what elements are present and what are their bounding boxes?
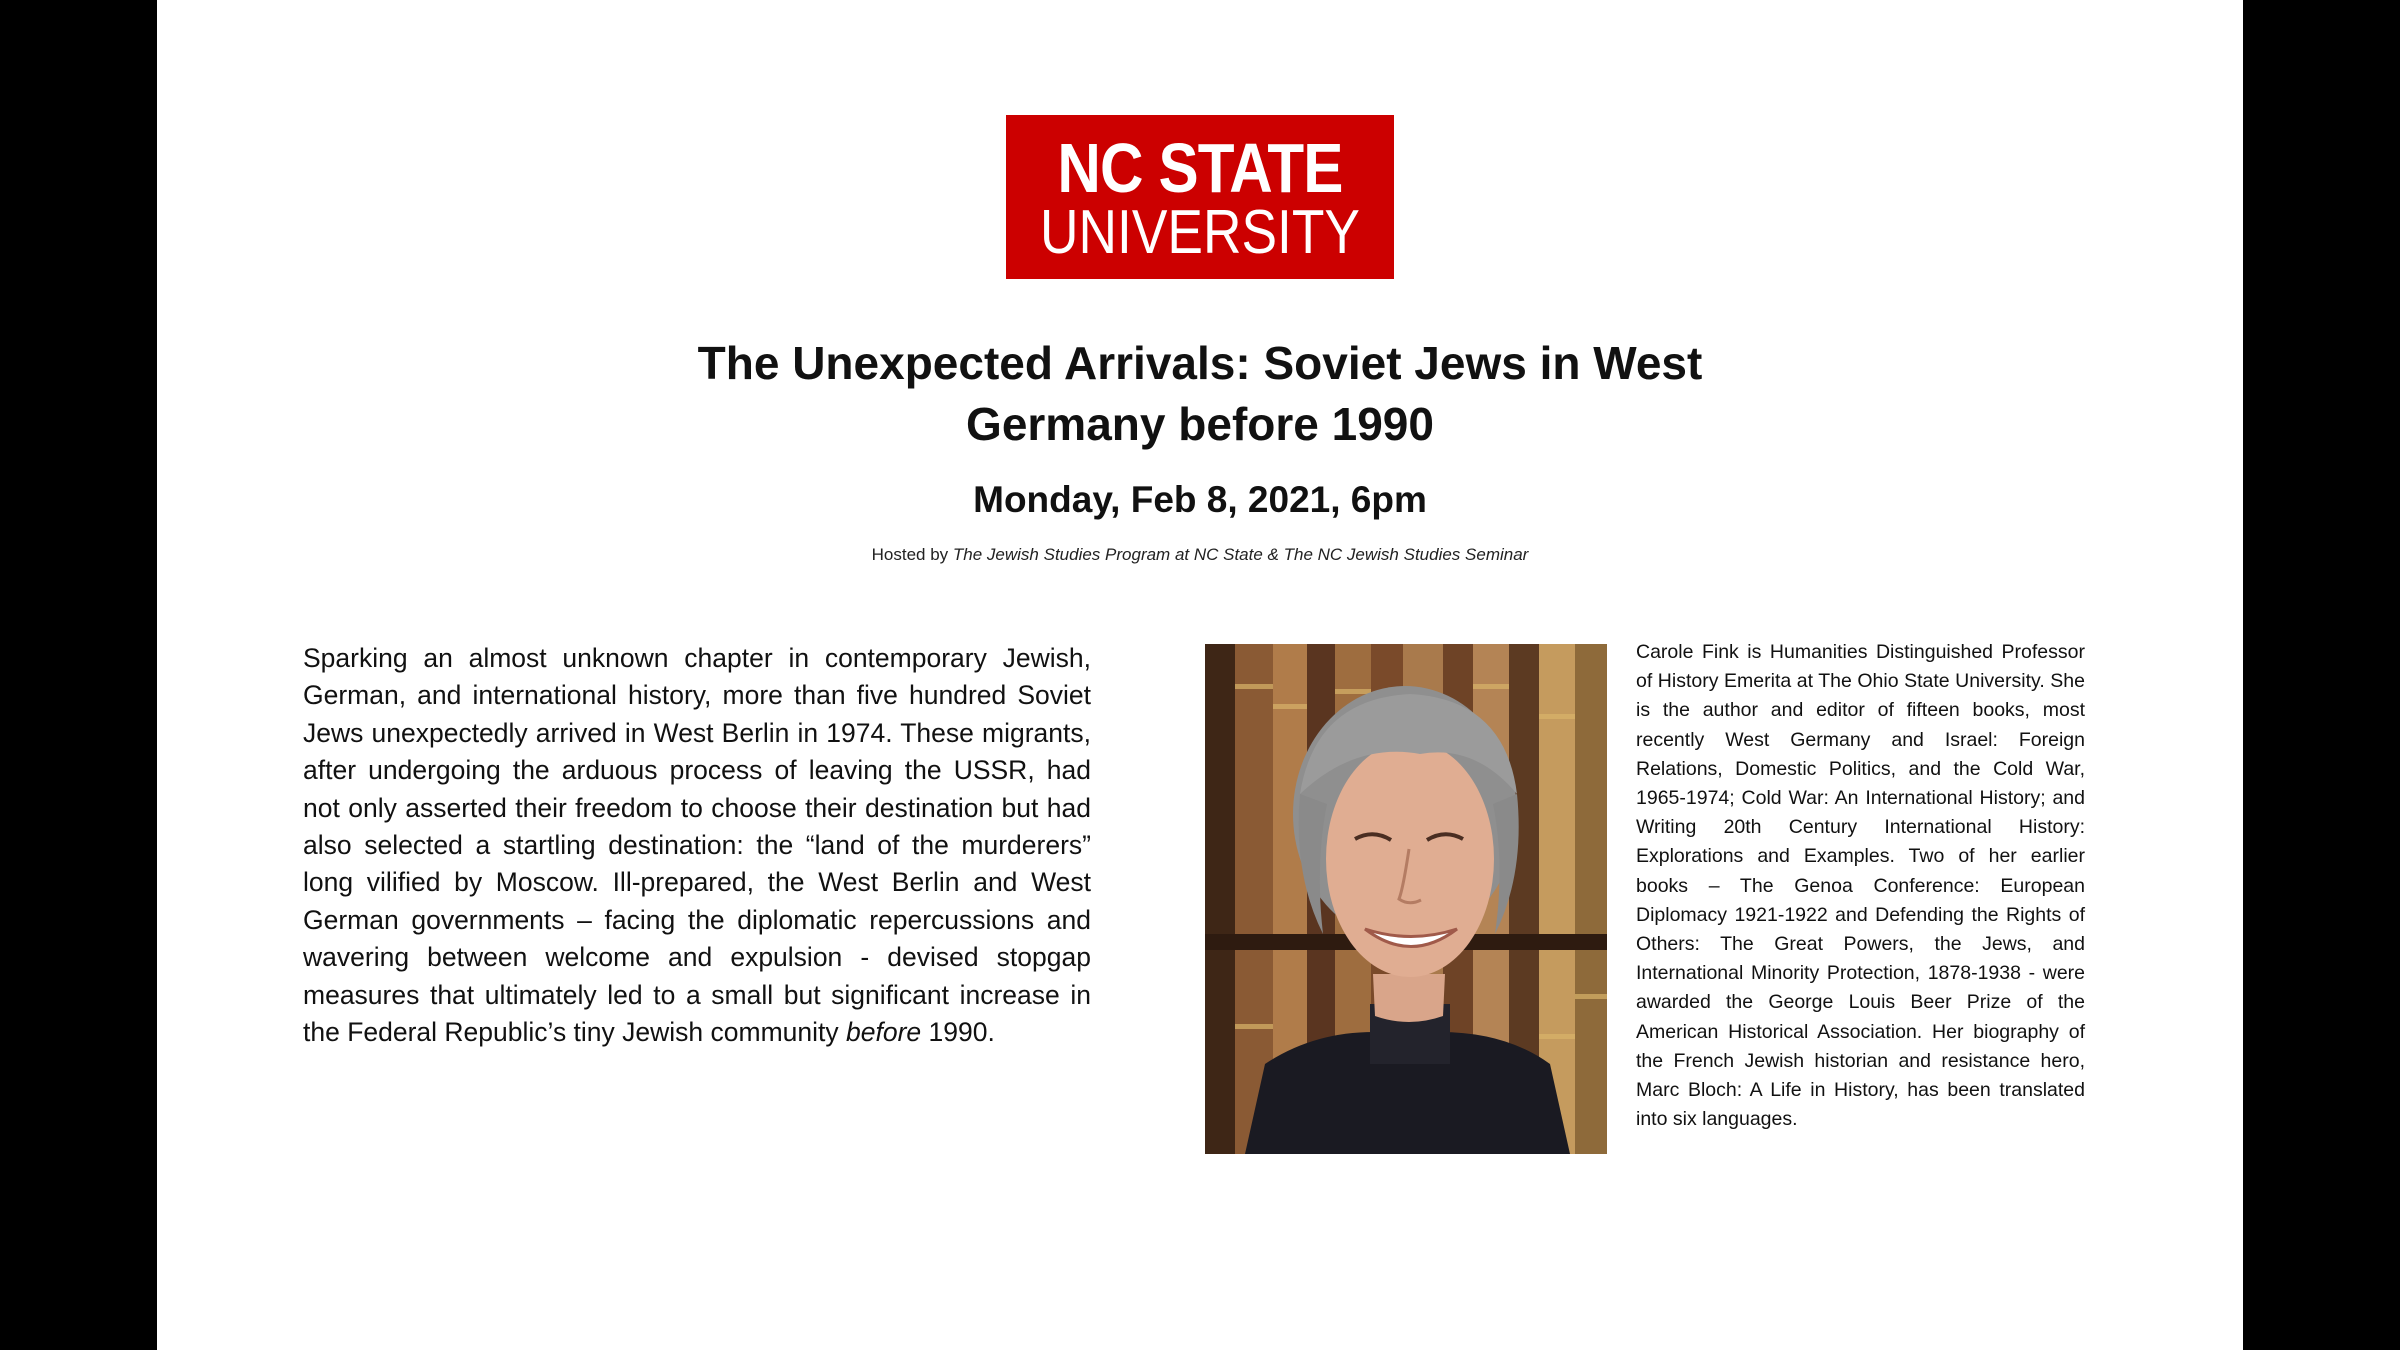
speaker-portrait-icon — [1205, 644, 1607, 1154]
host-nc-jewish-studies-seminar: The NC Jewish Studies Seminar — [1283, 545, 1529, 564]
logo-line-2: UNIVERSITY — [1040, 198, 1360, 267]
event-date: Monday, Feb 8, 2021, 6pm — [973, 479, 1427, 520]
abstract-main: Sparking an almost unknown chapter in contemporary Jewish, German, and international history, more than five hundred Soviet Jews unexpectedly arrived in West Berlin in 1974. These migrants, after undergoing the arduous process of leaving the USSR, had not only asserted their freedom to choose their destination but had also selected a startling destination: the “land of the murderers” long vilified by Moscow. Ill-prepared, the West Berlin and West German governments – facing the diplomatic repercussions and wavering between welcome and expulsion - devised stopgap measures that ultimately led to a small but significant increase in the Federal Republic’s tiny Jewish community — [303, 643, 1091, 1048]
nc-state-logo — [1006, 115, 1394, 279]
event-title: The Unexpected Arrivals: Soviet Jews in West Germany before 1990 — [697, 337, 1703, 450]
speaker-bio: Carole Fink is Humanities Distinguished Professor of History Emerita at The Ohio State University. She is the author and editor of fifteen books, most recently West Germany and Israel: Foreign Relations, Domestic Politics, and the Cold War, 1965-1974; Cold War: An International History; and Writing 20th Century International History: Explorations and Examples. Two of her earlier books – The Genoa Conference: European Diplomacy 1921-1922 and Defending the Rights of Others: The Great Powers, the Jews, and International Minority Protection, 1878-1938 - were awarded the George Louis Beer Prize of the American Historical Association. Her biography of the French Jewish historian and resistance hero, Marc Bloch: A Life in History, has been translated into six languages. — [1636, 641, 2085, 1131]
abstract-emphasis: before — [846, 1017, 922, 1048]
event-abstract — [303, 640, 1091, 1051]
speaker-photo — [1205, 644, 1607, 1154]
host-jewish-studies-program: The Jewish Studies Program at NC State — [952, 545, 1263, 564]
hosted-prefix: Hosted by — [871, 545, 953, 564]
hosted-by-line — [600, 540, 1800, 570]
event-slide — [157, 0, 2243, 1350]
logo-line-1: NC STATE — [1057, 129, 1343, 207]
hosted-connector: & — [1262, 545, 1284, 564]
abstract-end: 1990. — [921, 1017, 995, 1048]
